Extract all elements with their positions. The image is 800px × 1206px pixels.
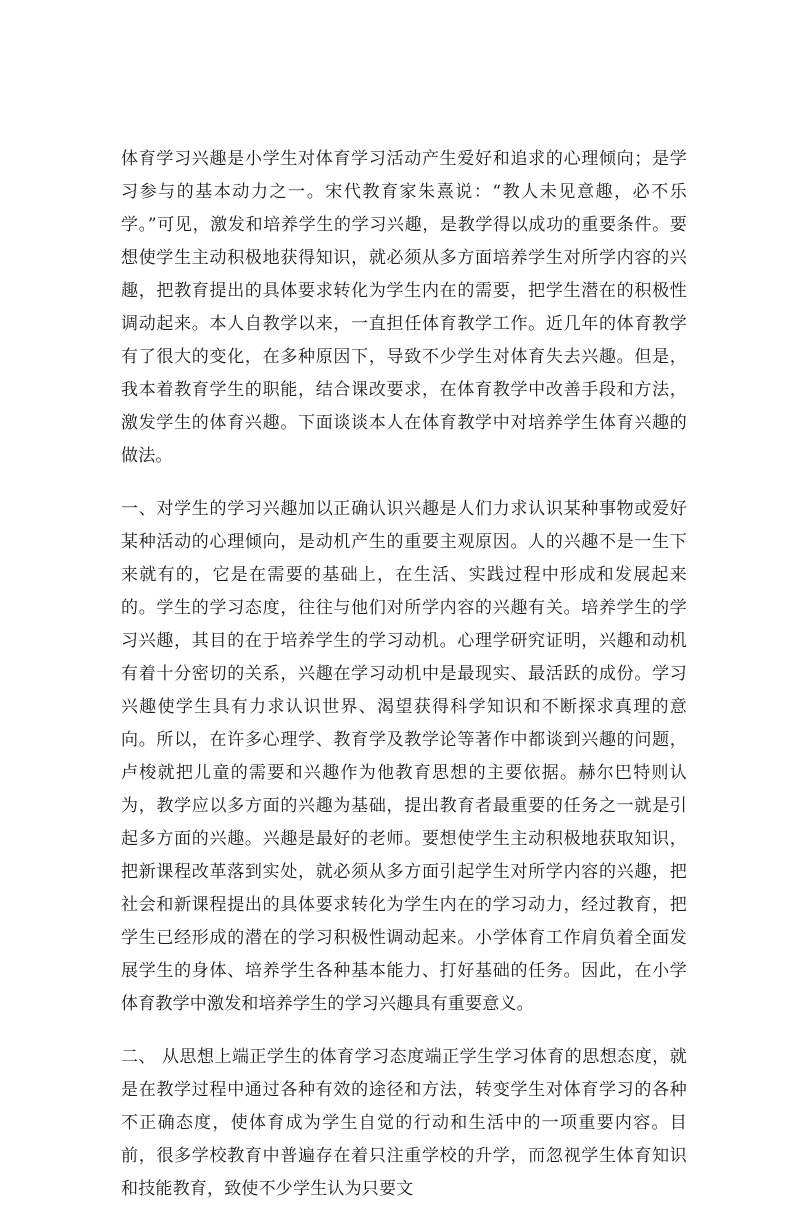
paragraph-intro: 体育学习兴趣是小学生对体育学习活动产生爱好和追求的心理倾向；是学习参与的基本动力之一。宋代教育家朱熹说：“教人未见意趣，必不乐学。”可见，激发和培养学生的学习兴趣，是教学得以成功的重要条件。要想使学生主动积极地获得知识，就必须从多方面培养学生对所学内容的兴趣，把教育提出的具体要求转化为学生内在的需要，把学生潜在的积极性调动起来。本人自教学以来，一直担任体育教学工作。近几年的体育教学有了很大的变化，在多种原因下，导致不少学生对体育失去兴趣。但是，我本着教育学生的职能，结合课改要求，在体育教学中改善手段和方法，激发学生的体育兴趣。下面谈谈本人在体育教学中对培养学生体育兴趣的做法。 — [121, 149, 687, 466]
paragraph-section-two: 二、 从思想上端正学生的体育学习态度端正学生学习体育的思想态度，就是在教学过程中通过各种有效的途径和方法，转变学生对体育学习的各种不正确态度，使体育成为学生自觉的行动和生活中的一项重要内容。目前，很多学校教育中普遍存在着只注重学校的升学，而忽视学生体育知识和技能教育，致使不少学生认为只要文 — [121, 1047, 687, 1199]
document-body — [121, 143, 687, 1206]
paragraph-section-one: 一、对学生的学习兴趣加以正确认识兴趣是人们力求认识某种事物或爱好某种活动的心理倾向，是动机产生的重要主观原因。人的兴趣不是一生下来就有的，它是在需要的基础上，在生活、实践过程中形成和发展起来的。学生的学习态度，往往与他们对所学内容的兴趣有关。培养学生的学习兴趣，其目的在于培养学生的学习动机。心理学研究证明，兴趣和动机有着十分密切的关系，兴趣在学习动机中是最现实、最活跃的成份。学习兴趣使学生具有力求认识世界、渴望获得科学知识和不断探求真理的意向。所以，在许多心理学、教育学及教学论等著作中都谈到兴趣的问题，卢梭就把儿童的需要和兴趣作为他教育思想的主要依据。赫尔巴特则认为，教学应以多方面的兴趣为基础，提出教育者最重要的任务之一就是引起多方面的兴趣。兴趣是最好的老师。要想使学生主动积极地获取知识，把新课程改革落到实处，就必须从多方面引起学生对所学内容的兴趣，把社会和新课程提出的具体要求转化为学生内在的学习动力，经过教育，把学生已经形成的潜在的学习积极性调动起来。小学体育工作肩负着全面发展学生的身体、培养学生各种基本能力、打好基础的任务。因此，在小学体育教学中激发和培养学生的学习兴趣具有重要意义。 — [121, 499, 687, 1014]
